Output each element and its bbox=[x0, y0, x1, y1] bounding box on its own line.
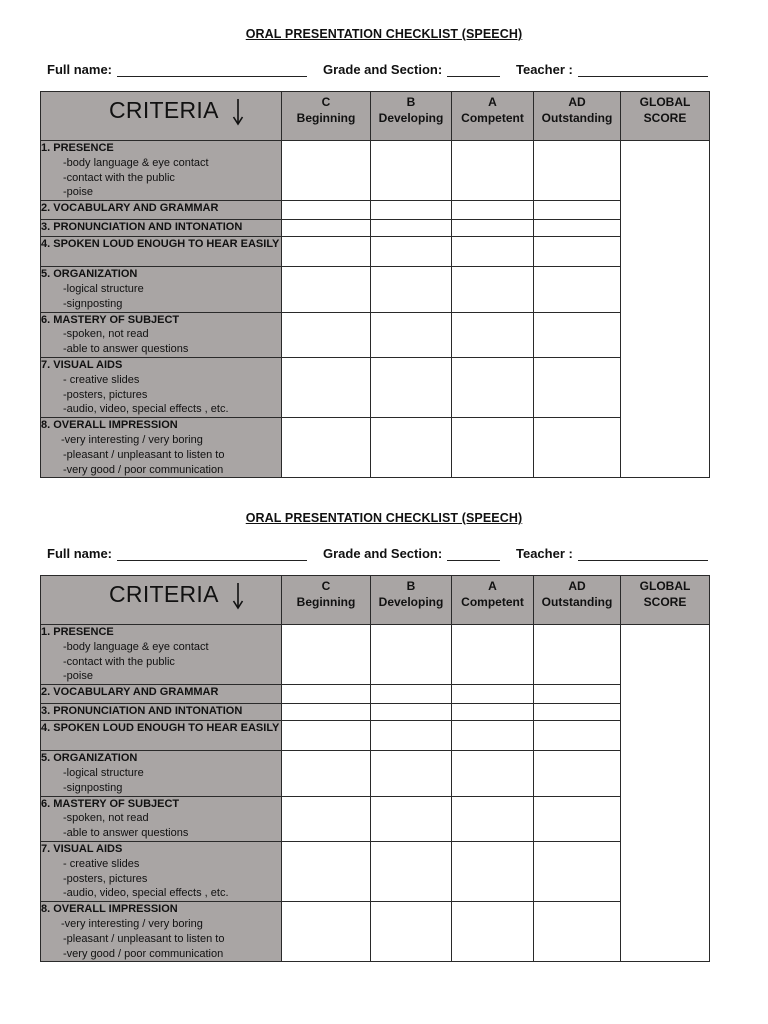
score-cell-developing[interactable] bbox=[371, 418, 452, 478]
criteria-header bbox=[41, 576, 282, 625]
score-cell-developing[interactable] bbox=[371, 201, 452, 220]
score-cell-beginning[interactable] bbox=[282, 902, 371, 962]
column-header-developing bbox=[371, 92, 452, 141]
score-cell-developing[interactable] bbox=[371, 796, 452, 841]
rubric-header-row bbox=[41, 576, 710, 625]
score-cell-competent[interactable] bbox=[452, 841, 534, 901]
criterion-title: 8. OVERALL IMPRESSION bbox=[41, 903, 178, 916]
criterion-sub: - creative slides bbox=[63, 857, 140, 870]
score-cell-competent[interactable] bbox=[452, 267, 534, 312]
column-label: SCORE bbox=[643, 111, 687, 125]
score-cell-competent[interactable] bbox=[452, 751, 534, 796]
column-code: B bbox=[406, 95, 416, 109]
checklist-title: ORAL PRESENTATION CHECKLIST (SPEECH) bbox=[245, 27, 523, 41]
criterion-row-vocabulary bbox=[41, 685, 710, 704]
score-cell-outstanding[interactable] bbox=[534, 141, 621, 201]
column-code: A bbox=[488, 95, 497, 109]
criterion-sub: -very interesting / very boring bbox=[61, 433, 203, 446]
criterion-row-overall bbox=[41, 418, 710, 478]
criterion-sub: -posters, pictures bbox=[63, 388, 148, 401]
criterion-row-mastery bbox=[41, 796, 710, 841]
criterion-sub: - creative slides bbox=[63, 373, 140, 386]
score-cell-competent[interactable] bbox=[452, 721, 534, 751]
criterion-sub: -able to answer questions bbox=[63, 827, 189, 840]
score-cell-competent[interactable] bbox=[452, 685, 534, 704]
criterion-label-cell bbox=[41, 357, 282, 417]
criterion-row-pronunciation bbox=[41, 704, 710, 721]
criterion-label-cell bbox=[41, 312, 282, 357]
criterion-row-visual-aids bbox=[41, 841, 710, 901]
criterion-sub: -very good / poor communication bbox=[63, 947, 224, 960]
score-cell-developing[interactable] bbox=[371, 357, 452, 417]
column-header-global-score bbox=[621, 576, 710, 625]
criterion-title: 6. MASTERY OF SUBJECT bbox=[41, 797, 180, 810]
score-cell-outstanding[interactable] bbox=[534, 902, 621, 962]
score-cell-competent[interactable] bbox=[452, 201, 534, 220]
score-cell-competent[interactable] bbox=[452, 220, 534, 237]
score-cell-competent[interactable] bbox=[452, 418, 534, 478]
criterion-label-cell bbox=[41, 841, 282, 901]
score-cell-competent[interactable] bbox=[452, 141, 534, 201]
criterion-title: 4. SPOKEN LOUD ENOUGH TO HEAR EASILY bbox=[41, 238, 280, 251]
criterion-label-cell bbox=[41, 796, 282, 841]
criterion-label-cell bbox=[41, 625, 282, 685]
column-header-beginning bbox=[282, 92, 371, 141]
column-code: B bbox=[406, 579, 416, 593]
full-name-field[interactable] bbox=[47, 62, 307, 80]
score-cell-beginning[interactable] bbox=[282, 685, 371, 704]
column-header-beginning bbox=[282, 576, 371, 625]
criterion-row-presence bbox=[41, 141, 710, 201]
column-code: GLOBAL bbox=[639, 579, 691, 593]
score-cell-outstanding[interactable] bbox=[534, 201, 621, 220]
column-label: Competent bbox=[461, 111, 524, 125]
score-cell-outstanding[interactable] bbox=[534, 685, 621, 704]
criteria-header-label: CRITERIA bbox=[109, 581, 219, 607]
criterion-title: 4. SPOKEN LOUD ENOUGH TO HEAR EASILY bbox=[41, 722, 280, 735]
column-label: Outstanding bbox=[541, 111, 613, 125]
score-cell-developing[interactable] bbox=[371, 625, 452, 685]
criterion-label-cell bbox=[41, 721, 282, 751]
score-cell-outstanding[interactable] bbox=[534, 841, 621, 901]
score-cell-beginning[interactable] bbox=[282, 796, 371, 841]
score-cell-developing[interactable] bbox=[371, 751, 452, 796]
criterion-title: 7. VISUAL AIDS bbox=[41, 842, 123, 855]
criterion-row-presence bbox=[41, 625, 710, 685]
criterion-label-cell bbox=[41, 201, 282, 220]
score-cell-competent[interactable] bbox=[452, 357, 534, 417]
criterion-row-overall bbox=[41, 902, 710, 962]
criterion-sub: -signposting bbox=[63, 297, 123, 310]
criterion-sub: -signposting bbox=[63, 781, 123, 794]
checklist-title: ORAL PRESENTATION CHECKLIST (SPEECH) bbox=[245, 511, 523, 525]
column-label: Beginning bbox=[296, 111, 356, 125]
criterion-row-pronunciation bbox=[41, 220, 710, 237]
score-cell-developing[interactable] bbox=[371, 237, 452, 267]
column-label: Developing bbox=[378, 111, 444, 125]
score-cell-competent[interactable] bbox=[452, 312, 534, 357]
score-cell-developing[interactable] bbox=[371, 220, 452, 237]
criterion-sub: -body language & eye contact bbox=[63, 640, 209, 653]
teacher-field[interactable] bbox=[516, 62, 708, 80]
criterion-sub: -contact with the public bbox=[63, 171, 175, 184]
criterion-sub: -body language & eye contact bbox=[63, 156, 209, 169]
grade-section-blank[interactable] bbox=[447, 62, 500, 77]
criterion-title: 3. PRONUNCIATION AND INTONATION bbox=[41, 221, 243, 234]
score-cell-outstanding[interactable] bbox=[534, 418, 621, 478]
criterion-sub: -posters, pictures bbox=[63, 872, 148, 885]
score-cell-developing[interactable] bbox=[371, 267, 452, 312]
criterion-label-cell bbox=[41, 902, 282, 962]
score-cell-competent[interactable] bbox=[452, 902, 534, 962]
criterion-title: 5. ORGANIZATION bbox=[41, 752, 138, 765]
score-cell-competent[interactable] bbox=[452, 625, 534, 685]
score-cell-competent[interactable] bbox=[452, 704, 534, 721]
rubric-table bbox=[40, 575, 710, 962]
column-header-outstanding bbox=[534, 576, 621, 625]
score-cell-outstanding[interactable] bbox=[534, 237, 621, 267]
score-cell-beginning[interactable] bbox=[282, 357, 371, 417]
column-header-competent bbox=[452, 92, 534, 141]
column-header-outstanding bbox=[534, 92, 621, 141]
grade-section-label: Grade and Section: bbox=[323, 62, 443, 77]
criterion-row-mastery bbox=[41, 312, 710, 357]
score-cell-developing[interactable] bbox=[371, 141, 452, 201]
score-cell-developing[interactable] bbox=[371, 721, 452, 751]
criterion-row-organization bbox=[41, 751, 710, 796]
criterion-label-cell bbox=[41, 220, 282, 237]
criterion-sub: -audio, video, special effects , etc. bbox=[63, 403, 229, 416]
criterion-sub: -contact with the public bbox=[63, 655, 175, 668]
column-label: Competent bbox=[461, 595, 524, 609]
grade-section-field[interactable] bbox=[323, 62, 500, 80]
criterion-sub: -poise bbox=[63, 670, 93, 683]
column-code: AD bbox=[568, 579, 586, 593]
score-cell-beginning[interactable] bbox=[282, 704, 371, 721]
score-cell-developing[interactable] bbox=[371, 902, 452, 962]
criterion-sub: -logical structure bbox=[63, 766, 144, 779]
score-cell-beginning[interactable] bbox=[282, 220, 371, 237]
score-cell-beginning[interactable] bbox=[282, 312, 371, 357]
score-cell-competent[interactable] bbox=[452, 796, 534, 841]
criterion-label-cell bbox=[41, 685, 282, 704]
criterion-sub: -able to answer questions bbox=[63, 343, 189, 356]
score-cell-beginning[interactable] bbox=[282, 625, 371, 685]
grade-section-field[interactable] bbox=[323, 546, 500, 564]
criteria-header bbox=[41, 92, 282, 141]
score-cell-beginning[interactable] bbox=[282, 721, 371, 751]
global-score-cell[interactable] bbox=[621, 141, 710, 478]
full-name-label: Full name: bbox=[47, 546, 113, 561]
column-label: Developing bbox=[378, 595, 444, 609]
teacher-blank[interactable] bbox=[578, 62, 708, 77]
criterion-row-vocabulary bbox=[41, 201, 710, 220]
score-cell-competent[interactable] bbox=[452, 237, 534, 267]
full-name-blank[interactable] bbox=[117, 62, 307, 77]
score-cell-outstanding[interactable] bbox=[534, 796, 621, 841]
criterion-title: 5. ORGANIZATION bbox=[41, 268, 138, 281]
global-score-cell[interactable] bbox=[621, 625, 710, 962]
score-cell-beginning[interactable] bbox=[282, 418, 371, 478]
criterion-title: 2. VOCABULARY AND GRAMMAR bbox=[41, 202, 219, 215]
score-cell-developing[interactable] bbox=[371, 312, 452, 357]
score-cell-outstanding[interactable] bbox=[534, 312, 621, 357]
criterion-sub: -spoken, not read bbox=[63, 328, 149, 341]
rubric-header-row bbox=[41, 92, 710, 141]
criterion-sub: -poise bbox=[63, 186, 93, 199]
teacher-label: Teacher : bbox=[516, 546, 573, 561]
full-name-field[interactable] bbox=[47, 546, 307, 564]
criterion-label-cell bbox=[41, 418, 282, 478]
score-cell-beginning[interactable] bbox=[282, 201, 371, 220]
criterion-sub: -very interesting / very boring bbox=[61, 917, 203, 930]
teacher-blank[interactable] bbox=[578, 546, 708, 561]
score-cell-outstanding[interactable] bbox=[534, 721, 621, 751]
criterion-label-cell bbox=[41, 751, 282, 796]
teacher-field[interactable] bbox=[516, 546, 708, 564]
criterion-sub: -very good / poor communication bbox=[63, 463, 224, 476]
criterion-title: 1. PRESENCE bbox=[41, 626, 114, 638]
score-cell-outstanding[interactable] bbox=[534, 704, 621, 721]
column-label: Beginning bbox=[296, 595, 356, 609]
column-code: AD bbox=[568, 95, 586, 109]
criterion-label-cell bbox=[41, 267, 282, 312]
column-code: GLOBAL bbox=[639, 95, 691, 109]
criterion-row-volume bbox=[41, 237, 710, 267]
criterion-title: 6. MASTERY OF SUBJECT bbox=[41, 313, 180, 326]
column-label: SCORE bbox=[643, 595, 687, 609]
criterion-sub: -audio, video, special effects , etc. bbox=[63, 887, 229, 900]
column-label: Outstanding bbox=[541, 595, 613, 609]
full-name-blank[interactable] bbox=[117, 546, 307, 561]
teacher-label: Teacher : bbox=[516, 62, 573, 77]
score-cell-beginning[interactable] bbox=[282, 237, 371, 267]
score-cell-outstanding[interactable] bbox=[534, 751, 621, 796]
column-header-global-score bbox=[621, 92, 710, 141]
full-name-label: Full name: bbox=[47, 62, 113, 77]
criterion-title: 2. VOCABULARY AND GRAMMAR bbox=[41, 686, 219, 699]
criterion-sub: -pleasant / unpleasant to listen to bbox=[63, 932, 225, 945]
score-cell-beginning[interactable] bbox=[282, 841, 371, 901]
score-cell-outstanding[interactable] bbox=[534, 220, 621, 237]
score-cell-outstanding[interactable] bbox=[534, 625, 621, 685]
down-arrow-icon bbox=[231, 98, 245, 126]
column-code: C bbox=[321, 95, 331, 109]
column-header-competent bbox=[452, 576, 534, 625]
rubric-table bbox=[40, 91, 710, 478]
column-header-developing bbox=[371, 576, 452, 625]
criterion-title: 1. PRESENCE bbox=[41, 142, 114, 154]
column-code: C bbox=[321, 579, 331, 593]
criterion-sub: -logical structure bbox=[63, 282, 144, 295]
criterion-sub: -spoken, not read bbox=[63, 812, 149, 825]
score-cell-beginning[interactable] bbox=[282, 141, 371, 201]
criterion-label-cell bbox=[41, 237, 282, 267]
criterion-title: 3. PRONUNCIATION AND INTONATION bbox=[41, 705, 243, 718]
criterion-row-volume bbox=[41, 721, 710, 751]
down-arrow-icon bbox=[231, 582, 245, 610]
score-cell-developing[interactable] bbox=[371, 841, 452, 901]
column-code: A bbox=[488, 579, 497, 593]
score-cell-outstanding[interactable] bbox=[534, 357, 621, 417]
criterion-label-cell bbox=[41, 141, 282, 201]
score-cell-beginning[interactable] bbox=[282, 267, 371, 312]
score-cell-developing[interactable] bbox=[371, 704, 452, 721]
criterion-sub: -pleasant / unpleasant to listen to bbox=[63, 448, 225, 461]
grade-section-blank[interactable] bbox=[447, 546, 500, 561]
criterion-label-cell bbox=[41, 704, 282, 721]
criterion-title: 7. VISUAL AIDS bbox=[41, 358, 123, 371]
score-cell-beginning[interactable] bbox=[282, 751, 371, 796]
criterion-row-organization bbox=[41, 267, 710, 312]
criterion-row-visual-aids bbox=[41, 357, 710, 417]
criterion-title: 8. OVERALL IMPRESSION bbox=[41, 419, 178, 432]
criteria-header-label: CRITERIA bbox=[109, 97, 219, 123]
score-cell-developing[interactable] bbox=[371, 685, 452, 704]
grade-section-label: Grade and Section: bbox=[323, 546, 443, 561]
score-cell-outstanding[interactable] bbox=[534, 267, 621, 312]
